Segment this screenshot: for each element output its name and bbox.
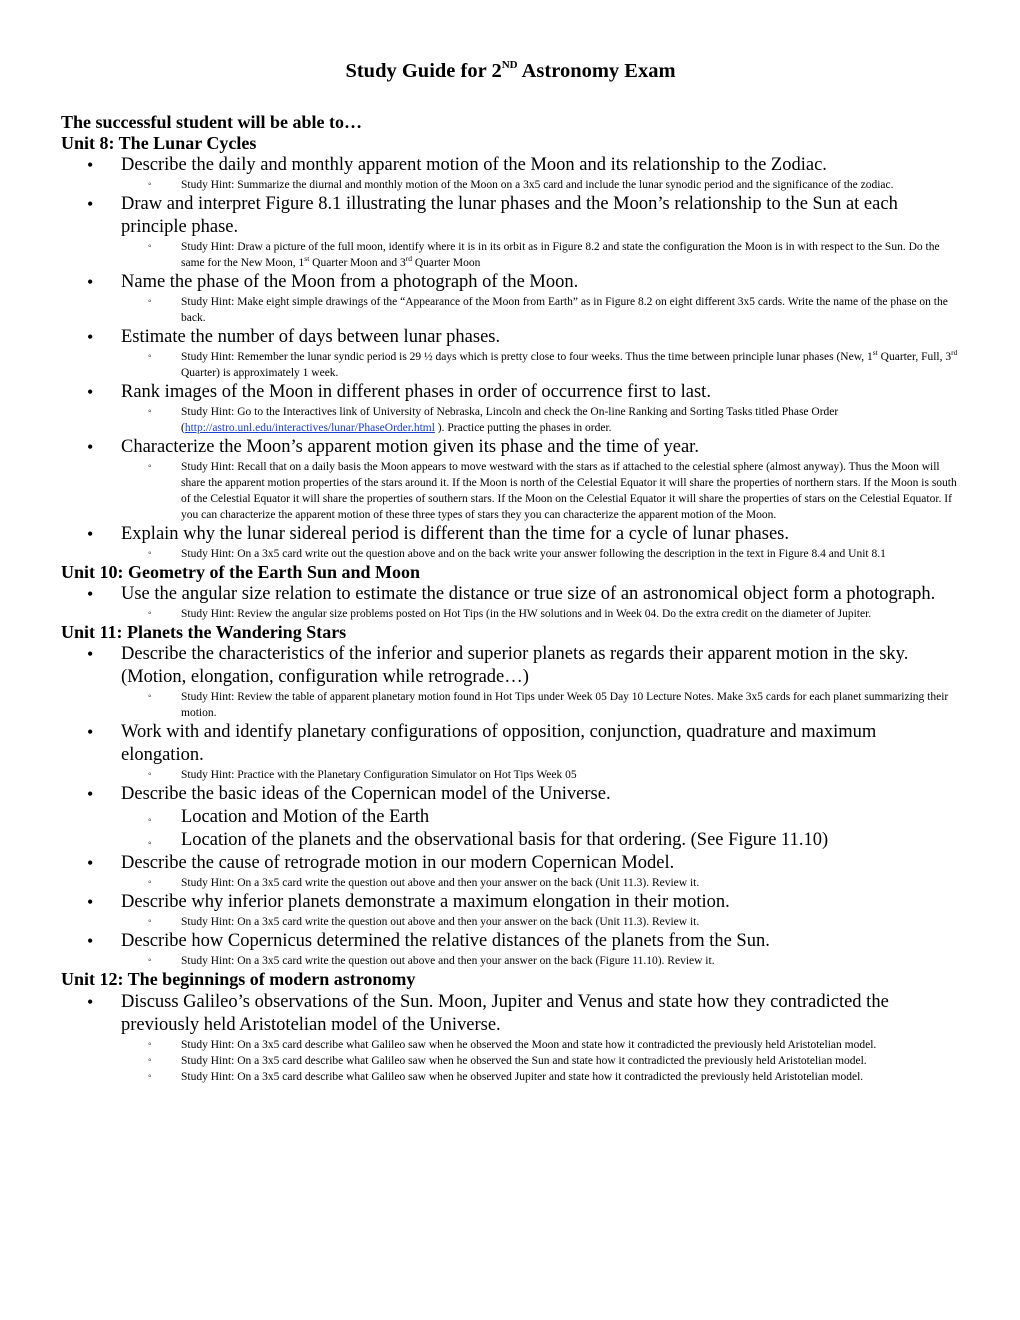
list-item: • Estimate the number of days between lunar phases. ◦ Study Hint: Remember the lunar syndic period is 29 ½ days which is pretty close to four weeks. Thus the time between principle lunar phases (New, 1st Quarter, Full, 3rd Quarter) is approximately 1 week.	[61, 326, 960, 381]
page-title: Study Guide for 2ND Astronomy Exam	[345, 59, 676, 82]
circle-bullet-icon: ◦	[148, 460, 152, 472]
bullet-icon: •	[87, 931, 94, 952]
unit-10-list	[61, 583, 960, 622]
bullet-icon: •	[87, 991, 94, 1012]
study-hint: ◦ Study Hint: On a 3x5 card describe what Galileo saw when he observed Jupiter and state how it contradicted the previously held Aristotelian model.	[148, 1070, 864, 1083]
study-hint: ◦ Study Hint: Review the table of apparent planetary motion found in Hot Tips under Week 05 Day 10 Lecture Notes. Make 3x5 cards for each planet summarizing their motion.	[148, 691, 949, 720]
circle-bullet-icon: ◦	[148, 916, 152, 928]
unit-10-heading: Unit 10: Geometry of the Earth Sun and Moon	[61, 561, 420, 582]
circle-bullet-icon: ◦	[148, 815, 152, 827]
circle-bullet-icon: ◦	[148, 838, 152, 850]
list-item: • Draw and interpret Figure 8.1 illustrating the lunar phases and the Moon’s relationship to the Sun at each principle phase. ◦ Study Hint: Draw a picture of the full moon, identify where it is in its orbit as in Figure 8.2 and state the configuration the Moon is in with respect to the Sun. Do the same for the New Moon, 1st Quarter Moon and 3rd Quarter Moon	[61, 193, 960, 271]
sub-item: ◦ Location of the planets and the observational basis for that ordering. (See Figure 11.10)	[121, 829, 960, 852]
circle-bullet-icon: ◦	[148, 547, 152, 559]
bullet-icon: •	[87, 523, 94, 544]
bullet-icon: •	[87, 853, 94, 874]
study-hint: ◦ Study Hint: On a 3x5 card describe what Galileo saw when he observed the Sun and state how it contradicted the previously held Aristotelian model.	[148, 1054, 867, 1067]
bullet-icon: •	[87, 784, 94, 805]
list-item: • Describe the characteristics of the inferior and superior planets as regards their apparent motion in the sky. (Motion, elongation, configuration while retrograde…) ◦ Study Hint: Review the table of apparent planetary motion found in Hot Tips under Week 05 Day 10 Lecture Notes. Make 3x5 cards for each planet summarizing their motion.	[61, 643, 960, 721]
bullet-icon: •	[87, 154, 94, 175]
circle-bullet-icon: ◦	[148, 240, 152, 252]
bullet-icon: •	[87, 193, 94, 214]
circle-bullet-icon: ◦	[148, 178, 152, 190]
circle-bullet-icon: ◦	[148, 608, 152, 620]
list-item: • Describe the daily and monthly apparent motion of the Moon and its relationship to the Zodiac. ◦ Study Hint: Summarize the diurnal and monthly motion of the Moon on a 3x5 card and include the lunar synodic period and the significance of the zodiac.	[61, 154, 960, 193]
intro-heading: The successful student will be able to…	[61, 111, 363, 132]
circle-bullet-icon: ◦	[148, 1038, 152, 1050]
bullet-icon: •	[87, 892, 94, 913]
study-hint: ◦ Study Hint: On a 3x5 card write the question out above and then your answer on the back (Unit 11.3). Review it.	[148, 877, 700, 890]
circle-bullet-icon: ◦	[148, 405, 152, 417]
list-item: • Describe the cause of retrograde motion in our modern Copernican Model. ◦ Study Hint: On a 3x5 card write the question out above and then your answer on the back (Unit 11.3). Review it.	[61, 852, 960, 891]
list-item: • Describe the basic ideas of the Copernican model of the Universe. ◦ Location and Motion of the Earth ◦ Location of the planets and the observational basis for that ordering. (See Figure 11.10)	[61, 783, 960, 852]
study-hint: ◦ Study Hint: Remember the lunar syndic period is 29 ½ days which is pretty close to four weeks. Thus the time between principle lunar phases (New, 1st Quarter, Full, 3rd Quarter) is approximately 1 week.	[148, 347, 958, 379]
circle-bullet-icon: ◦	[148, 295, 152, 307]
circle-bullet-icon: ◦	[148, 691, 152, 703]
unit-11-list	[61, 643, 960, 969]
study-hint: ◦ Study Hint: On a 3x5 card describe what Galileo saw when he observed the Moon and state how it contradicted the previously held Aristotelian model.	[148, 1038, 877, 1051]
list-item: • Rank images of the Moon in different phases in order of occurrence first to last. ◦ Study Hint: Go to the Interactives link of University of Nebraska, Lincoln and check the On-line Ranking and Sorting Tasks titled Phase Order (http://astro.unl.edu/interactives/lunar/PhaseOrder.html ). Practice putting the phases in order.	[61, 381, 960, 436]
study-hint: ◦ Study Hint: Summarize the diurnal and monthly motion of the Moon on a 3x5 card and include the lunar synodic period and the significance of the zodiac.	[148, 178, 894, 191]
list-item: • Discuss Galileo’s observations of the Sun. Moon, Jupiter and Venus and state how they contradicted the previously held Aristotelian model of the Universe. ◦ Study Hint: On a 3x5 card describe what Galileo saw when he observed the Moon and state how it contradicted the previously held Aristotelian model. ◦ Study Hint: On a 3x5 card describe what Galileo saw when he observed the Sun and state how it contradicted the previously held Aristotelian model. ◦ Study Hint: On a 3x5 card describe what Galileo saw when he observed Jupiter and state how it contradicted the previously held Aristotelian model.	[61, 991, 960, 1085]
list-item: • Use the angular size relation to estimate the distance or true size of an astronomical object form a photograph. ◦ Study Hint: Review the angular size problems posted on Hot Tips (in the HW solutions and in Week 04. Do the extra credit on the diameter of Jupiter.	[61, 583, 960, 622]
bullet-icon: •	[87, 326, 94, 347]
phase-order-link[interactable]: http://astro.unl.edu/interactives/lunar/PhaseOrder.html	[184, 421, 435, 434]
bullet-icon: •	[87, 644, 94, 665]
circle-bullet-icon: ◦	[148, 955, 152, 967]
circle-bullet-icon: ◦	[148, 1070, 152, 1082]
circle-bullet-icon: ◦	[148, 350, 152, 362]
unit-12-heading: Unit 12: The beginnings of modern astronomy	[61, 969, 416, 990]
circle-bullet-icon: ◦	[148, 769, 152, 781]
sub-item: ◦ Location and Motion of the Earth	[121, 806, 960, 829]
study-hint: ◦ Study Hint: Practice with the Planetary Configuration Simulator on Hot Tips Week 05	[148, 769, 577, 782]
study-hint: ◦ Study Hint: Go to the Interactives link of University of Nebraska, Lincoln and check the On-line Ranking and Sorting Tasks titled Phase Order (http://astro.unl.edu/interactives/lunar/PhaseOrder.html ). Practice putting the phases in order.	[148, 405, 839, 434]
bullet-icon: •	[87, 381, 94, 402]
list-item: • Characterize the Moon’s apparent motion given its phase and the time of year. ◦ Study Hint: Recall that on a daily basis the Moon appears to move westward with the stars as if attached to the celestial sphere (almost anyway). Thus the Moon will share the apparent motion properties of the stars around it. If the Moon is north of the Celestial Equator it will share the properties of northern stars. If the Moon is south of the Celestial Equator it will share the properties of southern stars. If the Moon on the Celestial Equator it will share the properties of stars on the Celestial Equator. If you can characterize the apparent motion of these three types of stars they you can characterize the apparent motion of the Moon.	[61, 436, 960, 523]
study-hint: ◦ Study Hint: Review the angular size problems posted on Hot Tips (in the HW solutions and in Week 04. Do the extra credit on the diameter of Jupiter.	[148, 608, 872, 621]
bullet-icon: •	[87, 436, 94, 457]
circle-bullet-icon: ◦	[148, 1054, 152, 1066]
list-item: • Explain why the lunar sidereal period is different than the time for a cycle of lunar phases. ◦ Study Hint: On a 3x5 card write out the question above and on the back write your answer following the description in the text in Figure 8.4 and Unit 8.1	[61, 523, 960, 562]
unit-8-list	[61, 154, 960, 562]
study-hint: ◦ Study Hint: On a 3x5 card write the question out above and then your answer on the back (Unit 11.3). Review it.	[148, 916, 700, 929]
circle-bullet-icon: ◦	[148, 877, 152, 889]
unit-11-heading: Unit 11: Planets the Wandering Stars	[61, 622, 347, 643]
list-item: • Name the phase of the Moon from a photograph of the Moon. ◦ Study Hint: Make eight simple drawings of the “Appearance of the Moon from Earth” as in Figure 8.2 on eight different 3x5 cards. Write the name of the phase on the back.	[61, 271, 960, 326]
study-hint: ◦ Study Hint: On a 3x5 card write out the question above and on the back write your answer following the description in the text in Figure 8.4 and Unit 8.1	[148, 547, 886, 560]
bullet-icon: •	[87, 584, 94, 605]
unit-12-list	[61, 991, 960, 1085]
bullet-icon: •	[87, 722, 94, 743]
study-hint: ◦ Study Hint: On a 3x5 card write the question out above and then your answer on the back (Figure 11.10). Review it.	[148, 955, 715, 968]
list-item: • Describe how Copernicus determined the relative distances of the planets from the Sun. ◦ Study Hint: On a 3x5 card write the question out above and then your answer on the back (Figure 11.10). Review it.	[61, 930, 960, 969]
unit-8-heading: Unit 8: The Lunar Cycles	[61, 132, 257, 153]
study-hint: ◦ Study Hint: Draw a picture of the full moon, identify where it is in its orbit as in Figure 8.2 and state the configuration the Moon is in with respect to the Sun. Do the same for the New Moon, 1st Quarter Moon and 3rd Quarter Moon	[148, 240, 940, 269]
list-item: • Describe why inferior planets demonstrate a maximum elongation in their motion. ◦ Study Hint: On a 3x5 card write the question out above and then your answer on the back (Unit 11.3). Review it.	[61, 891, 960, 930]
study-hint: ◦ Study Hint: Make eight simple drawings of the “Appearance of the Moon from Earth” as in Figure 8.2 on eight different 3x5 cards. Write the name of the phase on the back.	[148, 295, 948, 324]
study-hint: ◦ Study Hint: Recall that on a daily basis the Moon appears to move westward with the stars as if attached to the celestial sphere (almost anyway). Thus the Moon will share the apparent motion properties of the stars around it. If the Moon is north of the Celestial Equator it will share the properties of northern stars. If the Moon is south of the Celestial Equator it will share the properties of southern stars. If the Moon on the Celestial Equator it will share the properties of stars on the Celestial Equator. If you can characterize the apparent motion of these three types of stars they you can characterize the apparent motion of the Moon.	[148, 460, 957, 521]
list-item: • Work with and identify planetary configurations of opposition, conjunction, quadrature and maximum elongation. ◦ Study Hint: Practice with the Planetary Configuration Simulator on Hot Tips Week 05	[61, 721, 960, 783]
bullet-icon: •	[87, 271, 94, 292]
